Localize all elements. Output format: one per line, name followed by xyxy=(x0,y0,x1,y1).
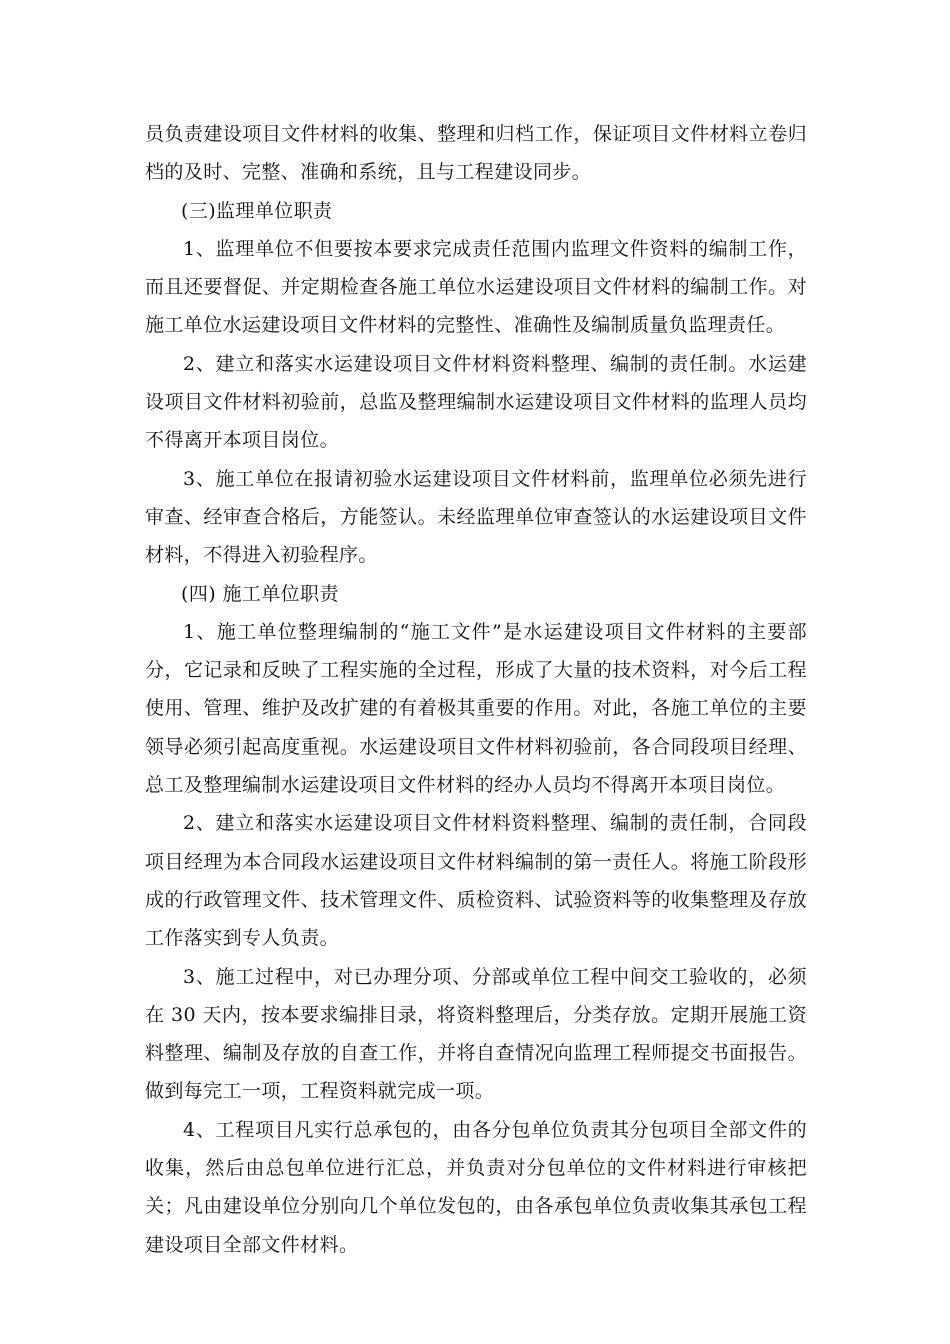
paragraph-construction-3: 3、施工过程中，对已办理分项、分部或单位工程中间交工验收的，必须在 30 天内，按本要求编排目录，将资料整理后，分类存放。定期开展施工资料整理、编制及存放的自查工作，并将自查情况向监理工程师提交书面报告。做到每完工一项，工程资料就完成一项。 xyxy=(145,965,807,1103)
paragraph-supervision-2: 2、建立和落实水运建设项目文件材料资料整理、编制的责任制。水运建设项目文件材料初验前，总监及整理编制水运建设项目文件材料的监理人员均不得离开本项目岗位。 xyxy=(145,352,807,452)
paragraph-continuation: 员负责建设项目文件材料的收集、整理和归档工作，保证项目文件材料立卷归档的及时、完整、准确和系统，且与工程建设同步。 xyxy=(145,123,807,184)
section-heading-construction: (四) 施工单位职责 xyxy=(181,582,339,605)
paragraph-construction-1: 1、施工单位整理编制的“施工文件”是水运建设项目文件材料的主要部分，它记录和反映了工程实施的全过程，形成了大量的技术资料，对今后工程使用、管理、维护及改扩建的有着极其重要的作用。对此，各施工单位的主要领导必须引起高度重视。水运建设项目文件材料初验前，各合同段项目经理、总工及整理编制水运建设项目文件材料的经办人员均不得离开本项目岗位。 xyxy=(145,620,807,797)
paragraph-construction-4: 4、工程项目凡实行总承包的，由各分包单位负责其分包项目全部文件的收集，然后由总包单位进行汇总，并负责对分包单位的文件材料进行审核把关；凡由建设单位分别向几个单位发包的，由各承包单位负责收集其承包工程建设项目全部文件材料。 xyxy=(145,1118,807,1256)
paragraph-construction-2: 2、建立和落实水运建设项目文件材料资料整理、编制的责任制，合同段项目经理为本合同段水运建设项目文件材料编制的第一责任人。将施工阶段形成的行政管理文件、技术管理文件、质检资料、试验资料等的收集整理及存放工作落实到专人负责。 xyxy=(145,812,807,950)
paragraph-supervision-3: 3、施工单位在报请初验水运建设项目文件材料前，监理单位必须先进行审查、经审查合格后，方能签认。未经监理单位审查签认的水运建设项目文件材料，不得进入初验程序。 xyxy=(145,467,807,567)
section-heading-supervision: (三)监理单位职责 xyxy=(181,199,333,222)
document-body xyxy=(145,115,807,1264)
paragraph-supervision-1: 1、监理单位不但要按本要求完成责任范围内监理文件资料的编制工作，而且还要督促、并定期检查各施工单位水运建设项目文件材料的编制工作。对施工单位水运建设项目文件材料的完整性、准确性及编制质量负监理责任。 xyxy=(145,237,807,337)
